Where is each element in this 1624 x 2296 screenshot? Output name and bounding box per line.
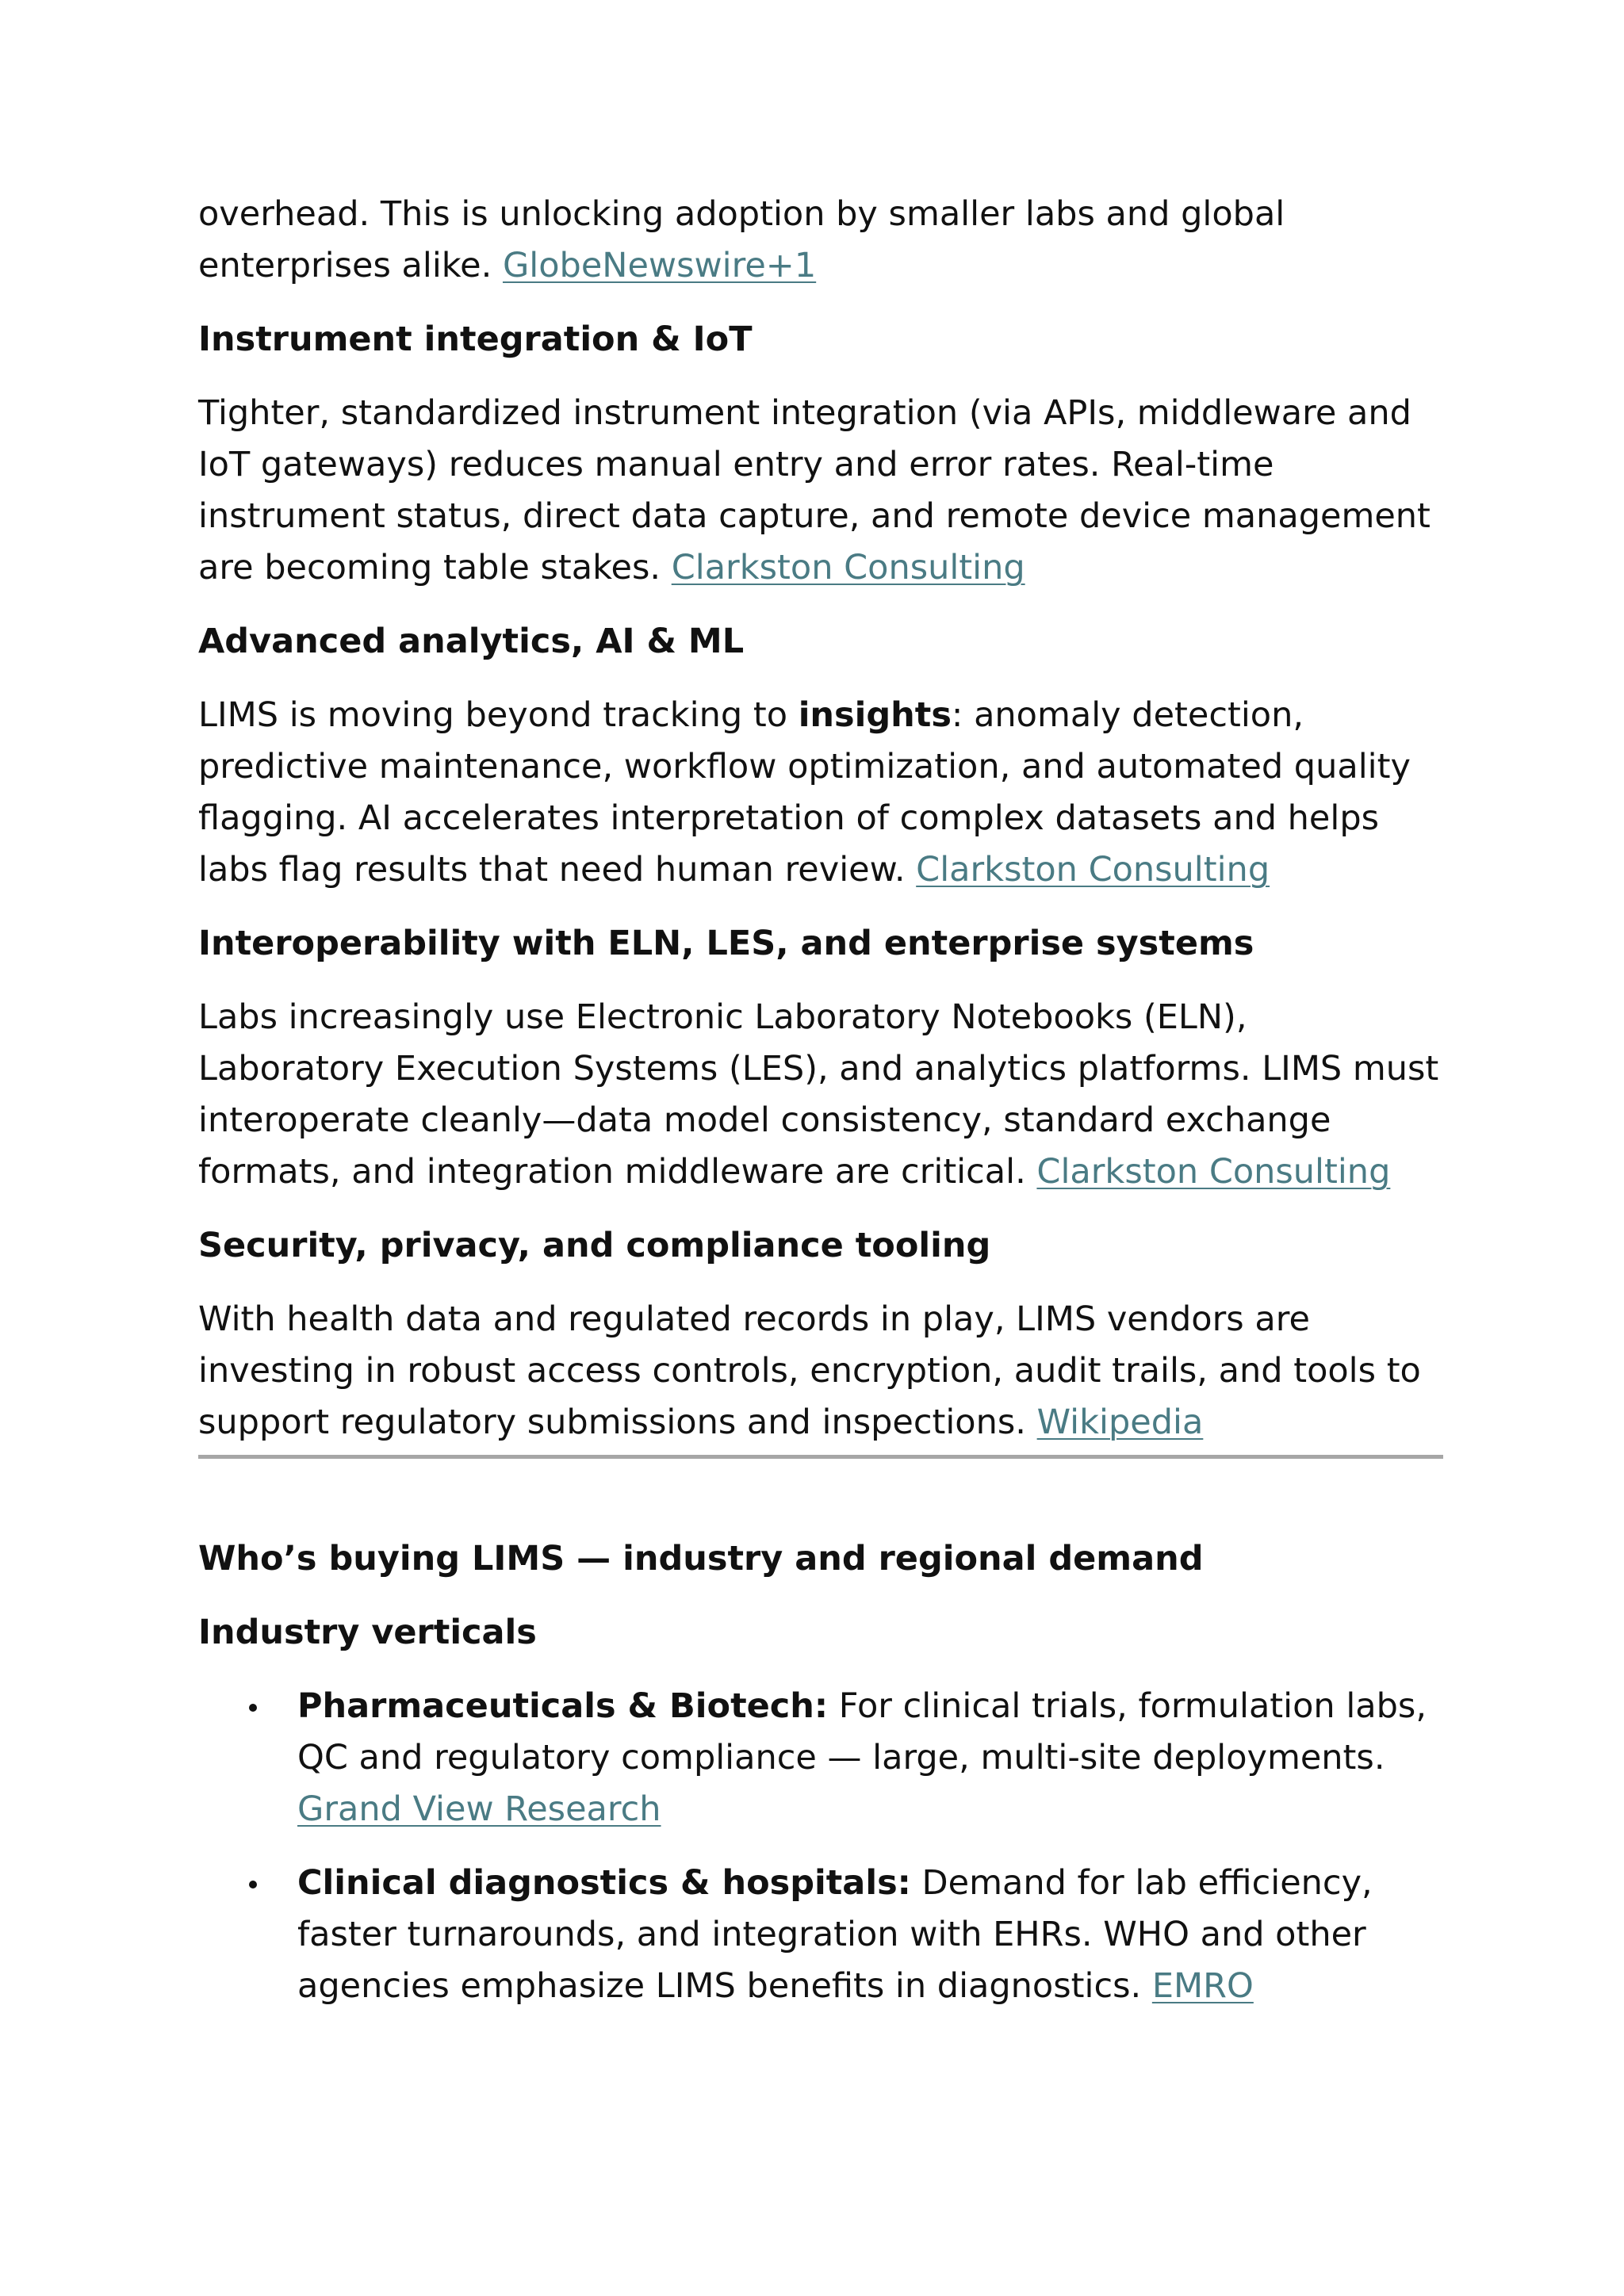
section-paragraph-instrument-integration xyxy=(198,388,1443,594)
industry-list xyxy=(198,1681,1443,2012)
list-item-label: Clinical diagnostics & hospitals: xyxy=(297,1863,911,1903)
section-heading-instrument-integration: Instrument integration & IoT xyxy=(198,320,753,359)
paragraph-text: Tighter, standardized instrument integration (via APIs, middleware and IoT gateways) reduces manual entry and error rates. Real-time instrument status, direct data capture, and remote device management are becoming table stakes. xyxy=(198,393,1431,587)
intro-text: overhead. This is unlocking adoption by smaller labs and global enterprises alike. xyxy=(198,194,1285,285)
paragraph-text: : anomaly detection, predictive maintenance, workflow optimization, and automated quality flagging. AI accelerates interpretation of complex datasets and helps labs flag results that need human review. xyxy=(198,695,1411,890)
section-heading-whos-buying: Who’s buying LIMS — industry and regional demand xyxy=(198,1539,1204,1578)
list-item-label: Pharmaceuticals & Biotech: xyxy=(297,1686,829,1726)
section-heading-advanced-analytics: Advanced analytics, AI & ML xyxy=(198,622,745,661)
list-item xyxy=(198,1858,1443,2012)
subheading-industry-verticals: Industry verticals xyxy=(198,1613,537,1652)
source-link-clarkston[interactable]: Clarkston Consulting xyxy=(671,548,1025,587)
source-link-clarkston[interactable]: Clarkston Consulting xyxy=(1036,1152,1391,1192)
emphasis-insights: insights xyxy=(798,695,952,735)
paragraph-text: With health data and regulated records in play, LIMS vendors are investing in robust access controls, encryption, audit trails, and tools to support regulatory submissions and inspections. xyxy=(198,1299,1421,1442)
intro-paragraph xyxy=(198,189,1443,292)
list-item-text: For clinical trials, formulation labs, QC and regulatory compliance — large, multi-site deployments. xyxy=(297,1686,1427,1777)
paragraph-text: LIMS is moving beyond tracking to xyxy=(198,695,788,735)
source-link-grand-view-research[interactable]: Grand View Research xyxy=(297,1789,661,1829)
section-divider xyxy=(198,1455,1443,1459)
section-paragraph-security xyxy=(198,1294,1443,1448)
source-link-globenewswire[interactable]: GlobeNewswire+1 xyxy=(502,246,817,285)
section-heading-security: Security, privacy, and compliance tooling xyxy=(198,1226,991,1265)
list-item xyxy=(198,1681,1443,1835)
source-link-wikipedia[interactable]: Wikipedia xyxy=(1036,1402,1204,1442)
section-heading-interoperability: Interoperability with ELN, LES, and enterprise systems xyxy=(198,924,1254,963)
paragraph-text: Labs increasingly use Electronic Laboratory Notebooks (ELN), Laboratory Execution Systems (LES), and analytics platforms. LIMS must interoperate cleanly—data model consistency, standard exchange formats, and integration middleware are critical. xyxy=(198,997,1439,1192)
source-link-emro[interactable]: EMRO xyxy=(1151,1966,1254,2006)
document-body xyxy=(198,189,1443,2034)
section-paragraph-interoperability xyxy=(198,992,1443,1198)
list-item-text: Demand for lab efficiency, faster turnarounds, and integration with EHRs. WHO and other agencies emphasize LIMS benefits in diagnostics. xyxy=(297,1863,1373,2006)
source-link-clarkston[interactable]: Clarkston Consulting xyxy=(916,850,1270,890)
section-paragraph-advanced-analytics xyxy=(198,690,1443,896)
